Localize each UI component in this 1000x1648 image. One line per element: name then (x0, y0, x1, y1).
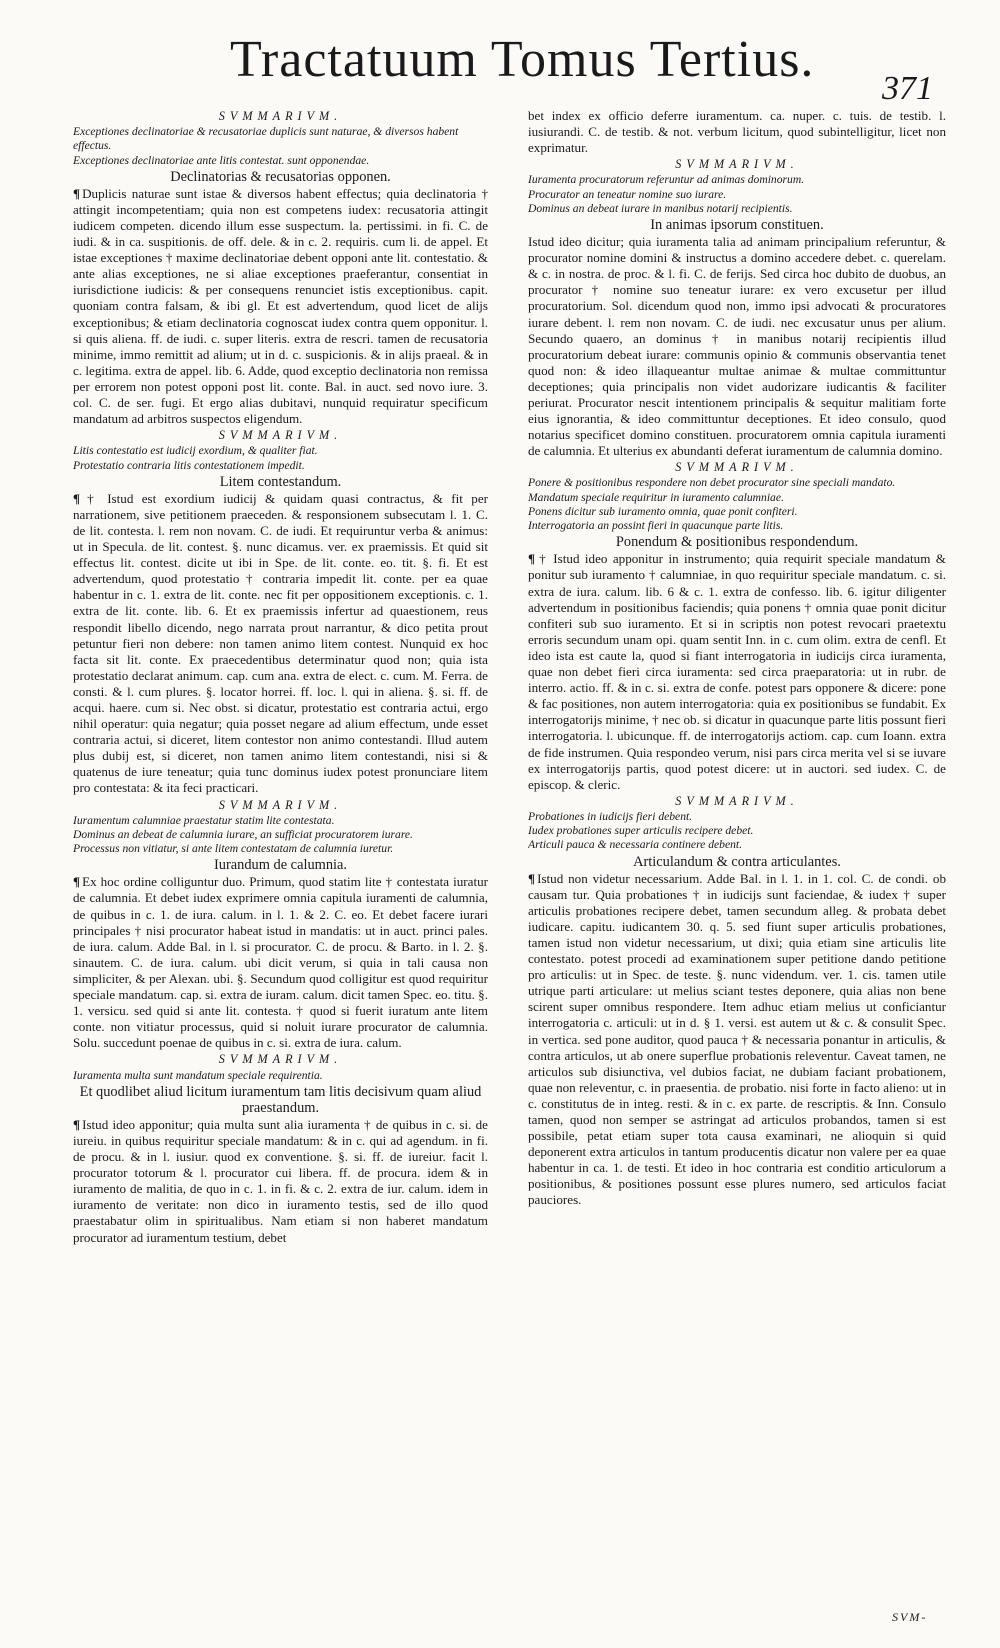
summary-item (73, 125, 488, 153)
section-title: Ponendum & positionibus respondendum. (615, 534, 859, 551)
pilcrow-icon: ¶ (73, 185, 81, 201)
summary-item (528, 519, 946, 533)
summary-text: Mandatum speciale requiritur in iuramento calumniae. (528, 490, 784, 504)
summary-item (73, 1069, 488, 1083)
pilcrow-icon: ¶ (528, 551, 536, 567)
summary-item (528, 810, 946, 824)
summary-item (73, 154, 488, 168)
body-paragraph (73, 491, 488, 797)
page-number: 371 (882, 70, 933, 107)
paragraph-text: † Istud ideo apponitur in instrumento; quia requirit speciale mandatum & ponitur sub iuramento † calumniae, in quo requiritur speciale mandatum. c. si. extra de iura. calum. lib. 6 & c. 1. extra de confesso. lib. 6. igitur diligenter advertendum in positionibus faciendis; quia ponens † omnia quae ponit dicitur confiteri sub suo iuramento. Et si in scriptis non potest revocari praetextu erroris secundum unam opi. quam sentit Inn. in c. cum olim. extra de cenfl. Et ideo ista est caute la, quod si fiant interrogatoria in iudicijs circa iuramenta, quae non debet fieri circa iuramenta: sed circa praeparatoria: ut in rubr. de interro. actio. ff. & in c. si. extra de confe. potest pars opponere & dicere: pone & fac positiones, non autem interrogatoria: quia ex positionibus se fundabit. Ex interrogatorijs minime, † nec ob. si dicatur in quacunque parte litis possunt fieri interrogatoria. l. ubicunque. ff. de interrogatorijs actiom. cap. cum Ioann. extra de fide instrumen. Quia respondeo verum, nisi pars circa merita vel si se iuvare ex interrogatorijs partis, quod potest dicere: ut in auctori. sed iudex. C. de episcop. & cleric. (528, 551, 946, 792)
running-title: Tractatuum Tomus Tertius. (230, 31, 815, 88)
summary-text: Iuramenta procuratorum referuntur ad animas dominorum. (528, 173, 805, 187)
summary-item (73, 828, 488, 842)
summary-item (528, 173, 946, 187)
summary-text: Iudex probationes super articulis recipere debet. (528, 824, 754, 838)
section-title: Iurandum de calumnia. (213, 857, 348, 874)
summary-text: Interrogatoria an possint fieri in quacunque parte litis. (528, 519, 784, 533)
right-column (528, 108, 946, 1614)
paragraph-text: Duplicis naturae sunt istae & diversos habent effectus; quia declinatoria † attingit incompetentiam; quia non est competens iudex: recusatoria attingit iudicem competen. dicendo illum esse suspectum. la. pertissimi. in fi. C. de iudi. & in ca. suspitionis. de off. dele. & in c. 2. requiris. cum li. de appel. Et istae exceptiones † maxime declinatoriae debent opponi ante lit. contestatio. & ante alias exceptiones, ne si aliae exceptiones praeferantur, consentiat in iurisdictione iudicis: & per consequens renunciet istis exceptionibus. capit. quoniam contra falsam, & ibi gl. Et est advertendum, quod licet de alijs exceptionibus; & etiam declinatoria cognoscat iudex contra quem opponitur. l. si quis aliena. ff. de iudi. c. super literis. extra de rescri. tamen de recusatoria minime, immo remittit ad alium; ut in d. c. suspicionis. & in alijs praeal. & in c. legitima. extra de appel. lib. 6. Adde, quod exceptio declinatoria non remissa per errorem non potest opponi post lit. conte. Bal. in auct. sed novo iure. 3. col. C. de ser. fugi. Et ergo alias dubitavi, nunquid requiratur specificum mandatum ad arbitros suspectos eligendum. (73, 185, 488, 427)
pilcrow-icon: ¶ (73, 490, 81, 506)
summary-text: Ponens dicitur sub iuramento omnia, quae ponit confiteri. (528, 504, 798, 518)
summary-text: Procurator an teneatur nomine suo iurare. (528, 187, 727, 201)
paragraph-text: Ex hoc ordine colliguntur duo. Primum, quod statim lite † contestata iuratur de calumnia. Et debet iudex exprimere omnia capitula iuramenti de calumnia, de quibus in c. 1. de iura. calum. in l. 1. & 2. C. eo. Et debet facere iurari principales † nisi procurator habeat istud in mandatis: ut in auct. princi pales. de iura. calum. Adde Bal. in l. si procurator. C. de procu. & Barto. in l. 2. §. sinautem. C. de iura. calum. ubi dicit verum, si quia in tali causa non simpliciter, & per Alexan. ubi. §. Secundum quod colligitur est quod requiritur speciale mandatum. cap. si. extra de iuram. calum. dicit tamen Spec. eo. titu. §. 1. versicu. sed quid si ante lit. contesta. † quod si fuerit iuratum ante litem conte. non vitiatur processus, quid si noluit iurare procurator de calumnia. Solu. succedunt poenae de quibus in c. si. extra de iura. calum. (73, 874, 488, 1051)
paragraph-text: Istud ideo dicitur; quia iuramenta talia ad animam principalium referuntur, & procurator nomine domini & instructus a domino accedere debet. c. querelam. & c. in nostra. de proc. & l. fi. C. de ferijs. Sed circa hoc dubito de duobus, an procurator † nomine suo teneatur iurare: ex vero excusetur per illud procuratorium. Sol. dicendum quod non, immo ipsi advocati & procuratores iurare debent. l. rem non novam. C. de iudi. nec excusatur unus per alium. Secundo quaero, an dominus † in manibus notarij recipientis illud procuratorium debeat iurare: communis opinio & communis observantia tenet quod non: & ideo illaqueantur multae animae & multae committuntur deceptiones; quia principalis non videt audorizare iudicantis & faciliter periurat. Procurator nescit intentionem principalis & sequitur malitiam forte eius ignorantia, & ideo committuntur deceptiones. Et ideo consulo, quod notarius specificet domino constituen. procuratorem omnia capitula iuramenti de calumnia. Et ulterius ex abundanti deferat iuramentum de calumnia domino. (528, 234, 946, 459)
catchword: SVM- (892, 1610, 928, 1624)
pilcrow-icon: ¶ (73, 1116, 81, 1132)
left-column (73, 108, 488, 1614)
continuation-text: bet index ex officio deferre iuramentum. ca. nuper. c. tuis. de testib. l. iusiurandi. C. de testib. & not. verbum licitum, quod subintelligitur, licet non exprimatur. (528, 108, 946, 156)
summary-text: Dominus an debeat de calumnia iurare, an sufficiat procuratorem iurare. (73, 827, 413, 841)
summary-text: Probationes in iudicijs fieri debent. (528, 809, 693, 823)
summary-heading: SVMMARIVM. (675, 793, 799, 808)
summary-text: Litis contestatio est iudicij exordium, & qualiter fiat. (73, 444, 318, 458)
summary-heading: SVMMARIVM. (218, 1052, 343, 1067)
pilcrow-icon: ¶ (528, 870, 536, 886)
summary-item (528, 476, 946, 490)
body-paragraph (528, 551, 946, 792)
paragraph-text: Istud ideo apponitur; quia multa sunt alia iuramenta † de quibus in c. si. de iureiu. in quibus requiritur speciale mandatum: & in c. qui ad agendum. in fi. de procu. & in l. iusiur. quod ex conventione. §. si. ff. de iureiur. facit l. procurator totorum & l. procurator cui libera. ff. de procura. idem & in iuramento de malitia, de quo in c. 1. in fi. & c. 2. extra de iur. calum. idem in iuramento de veritate: non dico in iuramento testis, sed de illo quod praestabatur olim in spiritualibus. Nam etiam si non haberet mandatum procurator ad iuramentum testium, debet (73, 1116, 488, 1245)
summary-item (528, 188, 946, 202)
summary-item (528, 824, 946, 838)
section-title: Et quodlibet aliud licitum iuramentum tam litis decisivum quam aliud praestandum. (79, 1083, 482, 1116)
summary-text: Exceptiones declinatoriae ante litis contestat. sunt opponendae. (73, 153, 370, 167)
summary-text: Processus non vitiatur, si ante litem contestatam de calumnia iuretur. (73, 842, 394, 856)
pilcrow-icon: ¶ (73, 874, 81, 890)
summary-item (528, 505, 946, 519)
section-title: Articulandum & contra articulantes. (633, 853, 841, 870)
summary-item (528, 491, 946, 505)
body-paragraph (528, 234, 946, 459)
summary-item (73, 842, 488, 856)
section-title: Litem contestandum. (219, 473, 342, 490)
summary-item (528, 202, 946, 216)
summary-item (73, 814, 488, 828)
summary-text: Exceptiones declinatoriae & recusatoriae duplicis sunt naturae, & diversos habent effectus. (73, 125, 459, 153)
summary-item (528, 838, 946, 852)
summary-text: Dominus an debeat iurare in manibus notarij recipientis. (528, 201, 793, 215)
summary-item (73, 444, 488, 458)
body-paragraph (73, 186, 488, 427)
body-paragraph (528, 871, 946, 1209)
paragraph-text: † Istud est exordium iudicij & quidam quasi contractus, & fit per narrationem, sive petitionem praeceden. & responsionem subsecutam l. 1. C. de lit. contesta. l. rem non novam. C. de iudi. Et requiruntur verba & animus: ut in Specula. de lit. contest. §. nunc dicamus. ver. ex praemissis. Et quid sit effectus lit. contest. dicite ut ibi in Spe. de lit. conte. eo. tit. §. fi. Et est advertendum, quod protestatio † contraria impedit lit. conte. per ea quae habentur in c. 1. extra de lit. conte. nec fit per oppositionem exceptionis. c. 1. extra de lit. conte. lib. 6. Et ex praemissis infertur ad quaestionem, reus respondit libello dicendo, nego narrata prout narrantur, & dico petita prout petuntur fieri non debere: non tamen animo litem contest. Nunquid ex hoc facta sit lit. conte. Ex praecedentibus determinatur quod non; quia ista protestatio declarat animum. cap. cum ana. extra de elect. c. cum. M. Ferra. de consti. & l. cum plures. §. locator horrei. ff. loc. l. qui in aliena. §. si. ff. de acqui. haere. cum si. Nec obst. si dicatur, protestatio est contraria actui, ergo nihil operatur: quia negatur; quia posset negare ad alium effectum, unde esset contraria actui, si diceret, litem contestor non animo contestandi. Illud autem plus dubij est, si diceret, non tamen animo litem contestandi, nisi si & quatenus de iure teneatur; quia tunc dominus iudex potest pronunciare litem pro contestata: & ita feci practicari. (73, 490, 488, 796)
body-paragraph (73, 874, 488, 1051)
summary-text: Articuli pauca & necessaria continere debent. (528, 838, 743, 852)
summary-heading: SVMMARIVM. (675, 157, 799, 172)
summary-heading: SVMMARIVM. (218, 109, 343, 123)
paragraph-text: Istud non videtur necessarium. Adde Bal. in l. 1. in 1. col. C. de condi. ob causam tur. Quia probationes † in iudicijs sunt faciendae, & iudex † super articulis probationes recipere debet, tamen secundum alleg. & probata debet iudicare. capitu. iudicantem 30. q. 5. sed fiunt super articulis probationes, tamen istud non videtur necessarium, ut dixi; quia etiam sine articulis lite contestato. potest procedi ad examinationem super petitione dando petitione pro articulis: ut in Spec. de teste. §. nunc videndum. ver. 1. cis. tamen utile utrique parti articulare: ut melius sciant testes deponere, quia alias non bene scirent super omnibus respondere. Item adhuc etiam melius ut conficiantur interrogatoria c. articuli: ut in d. § 1. versi. est autem ut & c. & consulit Spec. in vertica. sed pone auditor, quod pauca † & necessaria ponantur in articulis, & contra articulos, ut ab onere superflue probationis releventur. Caveat tamen, ne articulos sub disiunctiva, vel dubios faciat, ne dubiam faciant probationem, quae non releventur, c. in praesentia. de probatio. nisi forte in facto alieno: ut in c. constitutus de in integ. resti. & in c. ex parte. de rescriptis. & Inn. Consulo tamen, quod non semper se astringat ad articulos probandos, tamen si est possibile, petat etiam super tota causa examinari, ne alioquin si quid deponerent extra articulos in tantum producentis dicatur non valere per ea quae habentur in ca. 1. de testi. Et ideo in hoc contraria est conditio articulorum a positionibus, & positiones possunt esse plures numero, sed articulos faciat pauciores. (528, 870, 946, 1208)
summary-heading: SVMMARIVM. (218, 428, 343, 443)
summary-heading: SVMMARIVM. (675, 460, 799, 475)
summary-text: Ponere & positionibus respondere non debet procurator sine speciali mandato. (528, 476, 896, 490)
summary-text: Iuramenta multa sunt mandatum speciale requirentia. (73, 1068, 323, 1082)
summary-text: Iuramentum calumniae praestatur statim lite contestata. (73, 813, 335, 827)
body-paragraph (73, 1117, 488, 1246)
summary-text: Protestatio contraria litis contestationem impedit. (73, 458, 305, 472)
summary-item (73, 459, 488, 473)
summary-heading: SVMMARIVM. (218, 797, 343, 812)
section-title: Declinatorias & recusatorias opponen. (170, 168, 391, 185)
section-title: In animas ipsorum constituen. (650, 216, 824, 233)
